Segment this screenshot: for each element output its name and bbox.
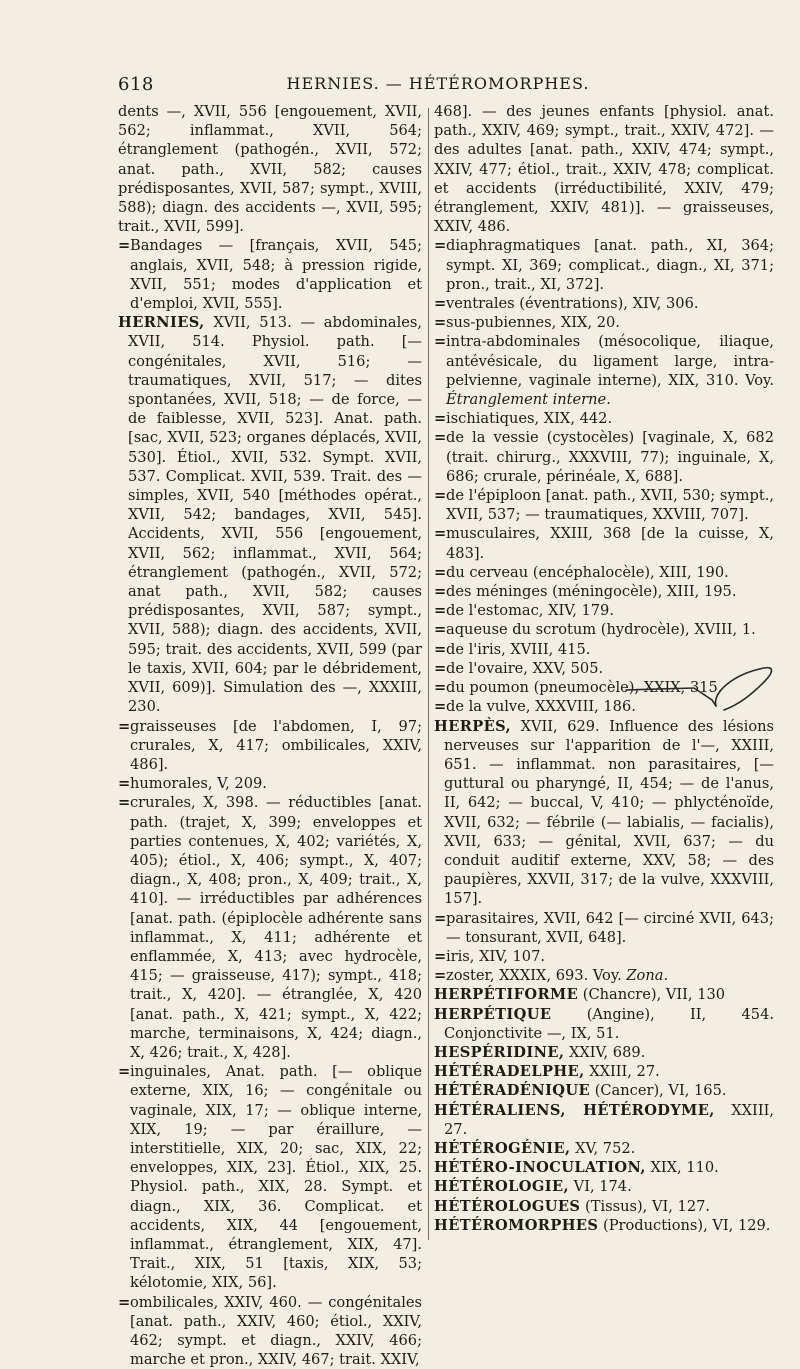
index-entry: [434, 563, 774, 582]
index-entry: [434, 1197, 774, 1216]
entry-headword: HÉTÉROMORPHES: [434, 1216, 599, 1234]
index-entry: [434, 620, 774, 639]
page-number: 618: [118, 74, 154, 95]
subentry-marker: =: [434, 947, 447, 965]
entry-text: de l'estomac, XIV, 179.: [446, 602, 614, 620]
index-entry: [118, 774, 422, 793]
subentry-marker: =: [118, 717, 131, 735]
subentry-marker: =: [434, 909, 447, 927]
entry-headword: HERPÉTIFORME: [434, 986, 579, 1004]
index-entry: [118, 1062, 422, 1292]
entry-text: crurales, X, 398. — réductibles [anat. path. (trajet, X, 399; enveloppes et parties contenues, X, 402; variétés, X, 405); étiol., X, 406; sympt., X, 407; diagn., X, 408; pron., X, 409; trait., X, 410]. — irréductibles par adhérences [anat. path. (épiplocèle adhérente sans inflammat., X, 411; adhérente et enflammée, X, 413; avec hydrocèle, 415; — graisseuse, 417); sympt., 418; trait., X, 420]. — étranglée, X, 420 [anat. path., X, 421; sympt., X, 422; marche, terminaisons, X, 424; diagn., X, 426; trait., X, 428].: [130, 794, 422, 1061]
entry-text: XVII, 629. Influence des lésions nerveuses sur l'apparition de l'—, XXIII, 651. — inflammat. non parasitaires, [— guttural ou pharyngé, II, 454; — de l'anus, II, 642; — buccal, V, 410; — phlycténoïde, XVII, 632; — fébrile (— labialis, — facialis), XVII, 633; — génital, XVII, 637; — du conduit auditif externe, XXV, 58; — des paupières, XXVII, 317; de la vulve, XXXVIII, 157].: [444, 717, 774, 908]
entry-headword: HÉTÉRADÉNIQUE: [434, 1082, 591, 1100]
entry-headword: HÉTÉROGÉNIE,: [434, 1139, 571, 1157]
index-entry: [118, 1293, 422, 1369]
entry-text: musculaires, XXIII, 368 [de la cuisse, X, 483].: [446, 525, 774, 562]
index-entry: [434, 909, 774, 947]
entry-text: (Cancer), VI, 165.: [590, 1082, 727, 1100]
subentry-marker: =: [434, 621, 447, 639]
entry-text: sus-pubiennes, XIX, 20.: [446, 314, 620, 332]
index-entry: [434, 1158, 774, 1177]
subentry-marker: =: [434, 295, 447, 313]
index-entry: [434, 640, 774, 659]
entry-text: (Angine), II, 454. Conjonctivite —, IX, 51.: [444, 1005, 774, 1042]
subentry-marker: =: [434, 679, 447, 697]
entry-text: (Chancre), VII, 130: [578, 986, 726, 1004]
index-entry: [434, 1005, 774, 1043]
entry-text: du poumon (pneumocèle), XXIX, 315.: [446, 679, 723, 697]
subentry-marker: =: [434, 487, 447, 505]
subentry-marker: =: [434, 583, 447, 601]
subentry-marker: =: [434, 967, 447, 985]
index-entry: [434, 332, 774, 409]
entry-text: ventrales (éventrations), XIV, 306.: [446, 295, 699, 313]
entry-headword: HERPÉTIQUE: [434, 1005, 552, 1023]
entry-text: iris, XIV, 107.: [446, 947, 545, 965]
entry-text: ischiatiques, XIX, 442.: [446, 410, 613, 428]
entry-text: de l'ovaire, XXV, 505.: [446, 659, 604, 677]
index-entry: [118, 102, 422, 236]
entry-text: des méninges (méningocèle), XIII, 195.: [446, 583, 737, 601]
entry-text: XXIV, 689.: [564, 1043, 646, 1061]
entry-headword: HÉTÉROLOGIE,: [434, 1178, 570, 1196]
index-entry: [434, 717, 774, 909]
index-entry: [434, 294, 774, 313]
index-entry: [434, 1101, 774, 1139]
subentry-marker: =: [434, 333, 447, 351]
entry-text: de l'iris, XVIII, 415.: [446, 640, 591, 658]
subentry-marker: =: [118, 794, 131, 812]
index-entry: [434, 409, 774, 428]
entry-text: XXIII, 27.: [584, 1063, 660, 1081]
entry-text: dents —, XVII, 556 [engouement, XVII, 562; inflammat., XVII, 564; étranglement (pathogén., XVII, 572; anat. path., XVII, 582; causes prédisposantes, XVII, 587; sympt., XVIII, 588); diagn. des accidents —, XVII, 595; trait., XVII, 599].: [118, 103, 422, 236]
entry-headword: HÉTÉRADELPHE,: [434, 1063, 585, 1081]
pen-annotation-mark: [624, 662, 784, 716]
index-entry: [434, 524, 774, 562]
entry-text: humorales, V, 209.: [130, 775, 267, 793]
subentry-marker: =: [434, 698, 447, 716]
index-entry: [434, 582, 774, 601]
entry-text: intra-abdominales (mésocolique, iliaque, antévésicale, du ligament large, intra-pelvienne, vaginale interne), XIX, 310. Voy.: [446, 333, 774, 389]
entry-text: 468]. — des jeunes enfants [physiol. anat. path., XXIV, 469; sympt., trait., XXIV, 472]. — des adultes [anat. path., XXIV, 474; sympt., XXIV, 477; étiol., trait., XXIV, 478; complicat. et accidents (irréductibilité, XXIV, 479; étranglement, XXIV, 481)]. — graisseuses, XXIV, 486.: [434, 103, 774, 236]
entry-headword: HÉTÉROLOGUES: [434, 1197, 581, 1215]
index-entry: [434, 428, 774, 486]
index-entry: [434, 1139, 774, 1158]
entry-text: du cerveau (encéphalocèle), XIII, 190.: [446, 563, 729, 581]
subentry-marker: =: [118, 1063, 131, 1081]
index-entry: [434, 102, 774, 236]
entry-text: parasitaires, XVII, 642 [— circiné XVII, 643; — tonsurant, XVII, 648].: [446, 909, 774, 946]
index-entry: [434, 985, 774, 1004]
index-entry: [434, 601, 774, 620]
subentry-marker: =: [118, 1293, 131, 1311]
entry-headword: HERPÈS,: [434, 717, 512, 735]
subentry-marker: =: [434, 602, 447, 620]
entry-crossref: Zona.: [626, 967, 669, 985]
entry-headword: HESPÉRIDINE,: [434, 1043, 565, 1061]
index-entry: [434, 236, 774, 294]
entry-text: XV, 752.: [570, 1139, 636, 1157]
subentry-marker: =: [434, 640, 447, 658]
page-header: [118, 74, 758, 98]
entry-text: zoster, XXXIX, 693. Voy.: [446, 967, 627, 985]
running-title: HERNIES. — HÉTÉROMORPHES.: [286, 74, 590, 93]
entry-text: (Productions), VI, 129.: [598, 1216, 771, 1234]
index-entry: [434, 1043, 774, 1062]
entry-text: inguinales, Anat. path. [— oblique externe, XIX, 16; — congénitale ou vaginale, XIX, 17; — oblique interne, XIX, 19; — par éraillure, — interstitielle, XIX, 20; sac, XIX, 22; enveloppes, XIX, 23]. Étiol., XIX, 25. Physiol. path., XIX, 28. Sympt. et diagn., XIX, 36. Complicat. et accidents, XIX, 44 [engouement, inflammat., étranglement, XIX, 47]. Trait., XIX, 51 [taxis, XIX, 53; kélotomie, XIX, 56].: [130, 1063, 422, 1292]
entry-text: de l'épiploon [anat. path., XVII, 530; sympt., XVII, 537; — traumatiques, XXVIII, 707].: [446, 487, 774, 524]
entry-crossref: Étranglement interne.: [446, 391, 611, 409]
subentry-marker: =: [434, 410, 447, 428]
index-entry: [118, 236, 422, 313]
index-entry: [434, 947, 774, 966]
entry-headword: HÉTÉRALIENS, HÉTÉRODYME,: [434, 1101, 715, 1119]
index-entry: [434, 1062, 774, 1081]
entry-text: diaphragmatiques [anat. path., XI, 364; sympt. XI, 369; complicat., diagn., XI, 371; pron., trait., XI, 372].: [446, 237, 774, 293]
subentry-marker: =: [434, 314, 447, 332]
entry-text: Bandages — [français, XVII, 545; anglais, XVII, 548; à pression rigide, XVII, 551; modes d'application et d'emploi, XVII, 555].: [130, 237, 422, 313]
subentry-marker: =: [434, 659, 447, 677]
subentry-marker: =: [434, 429, 447, 447]
index-entry: [118, 793, 422, 1062]
subentry-marker: =: [434, 563, 447, 581]
entry-text: de la vessie (cystocèles) [vaginale, X, 682 (trait. chirurg., XXXVIII, 77); inguinale, X, 686; crurale, périnéale, X, 688].: [446, 429, 774, 485]
entry-text: de la vulve, XXXVIII, 186.: [446, 698, 636, 716]
index-entry: [118, 717, 422, 775]
entry-headword: HÉTÉRO-INOCULATION,: [434, 1159, 646, 1177]
entry-text: (Tissus), VI, 127.: [580, 1197, 711, 1215]
column-divider: [428, 108, 429, 1240]
entry-text: XXIII, 27.: [444, 1101, 774, 1138]
index-entry: [434, 313, 774, 332]
index-entry: [434, 1081, 774, 1100]
left-column: [118, 102, 422, 1369]
subentry-marker: =: [434, 237, 447, 255]
entry-text: graisseuses [de l'abdomen, I, 97; crurales, X, 417; ombilicales, XXIV, 486].: [130, 717, 422, 773]
index-entry: [434, 1177, 774, 1196]
index-entry: [434, 1216, 774, 1235]
entry-text: XVII, 513. — abdominales, XVII, 514. Physiol. path. [— congénitales, XVII, 516; — traumatiques, XVII, 517; — dites spontanées, XVII, 518; — de force, — de faiblesse, XVII, 523]. Anat. path. [sac, XVII, 523; organes déplacés, XVII, 530]. Étiol., XVII, 532. Sympt. XVII, 537. Complicat. XVII, 539. Trait. des — simples, XVII, 540 [méthodes opérat., XVII, 542; bandages, XVII, 545]. Accidents, XVII, 556 [engouement, XVII, 562; inflammat., XVII, 564; étranglement (pathogén., XVII, 572; anat path., XVII, 582; causes prédisposantes, XVII, 587; sympt., XVII, 588); diagn. des accidents, XVII, 595; trait. des accidents, XVII, 599 (par le taxis, XVII, 604; par le débridement, XVII, 609)]. Simulation des —, XXXIII, 230.: [128, 314, 422, 716]
subentry-marker: =: [434, 525, 447, 543]
subentry-marker: =: [118, 237, 131, 255]
index-entry: [434, 486, 774, 524]
entry-text: aqueuse du scrotum (hydrocèle), XVIII, 1.: [446, 621, 756, 639]
entry-text: VI, 174.: [569, 1178, 632, 1196]
index-entry: [434, 966, 774, 985]
entry-text: XIX, 110.: [645, 1159, 719, 1177]
entry-text: ombilicales, XXIV, 460. — congénitales [anat. path., XXIV, 460; étiol., XXIV, 462; sympt. et diagn., XXIV, 466; marche et pron., XXIV, 467; trait. XXIV,: [130, 1293, 422, 1369]
entry-headword: HERNIES,: [118, 314, 205, 332]
subentry-marker: =: [118, 775, 131, 793]
index-entry: [118, 313, 422, 716]
